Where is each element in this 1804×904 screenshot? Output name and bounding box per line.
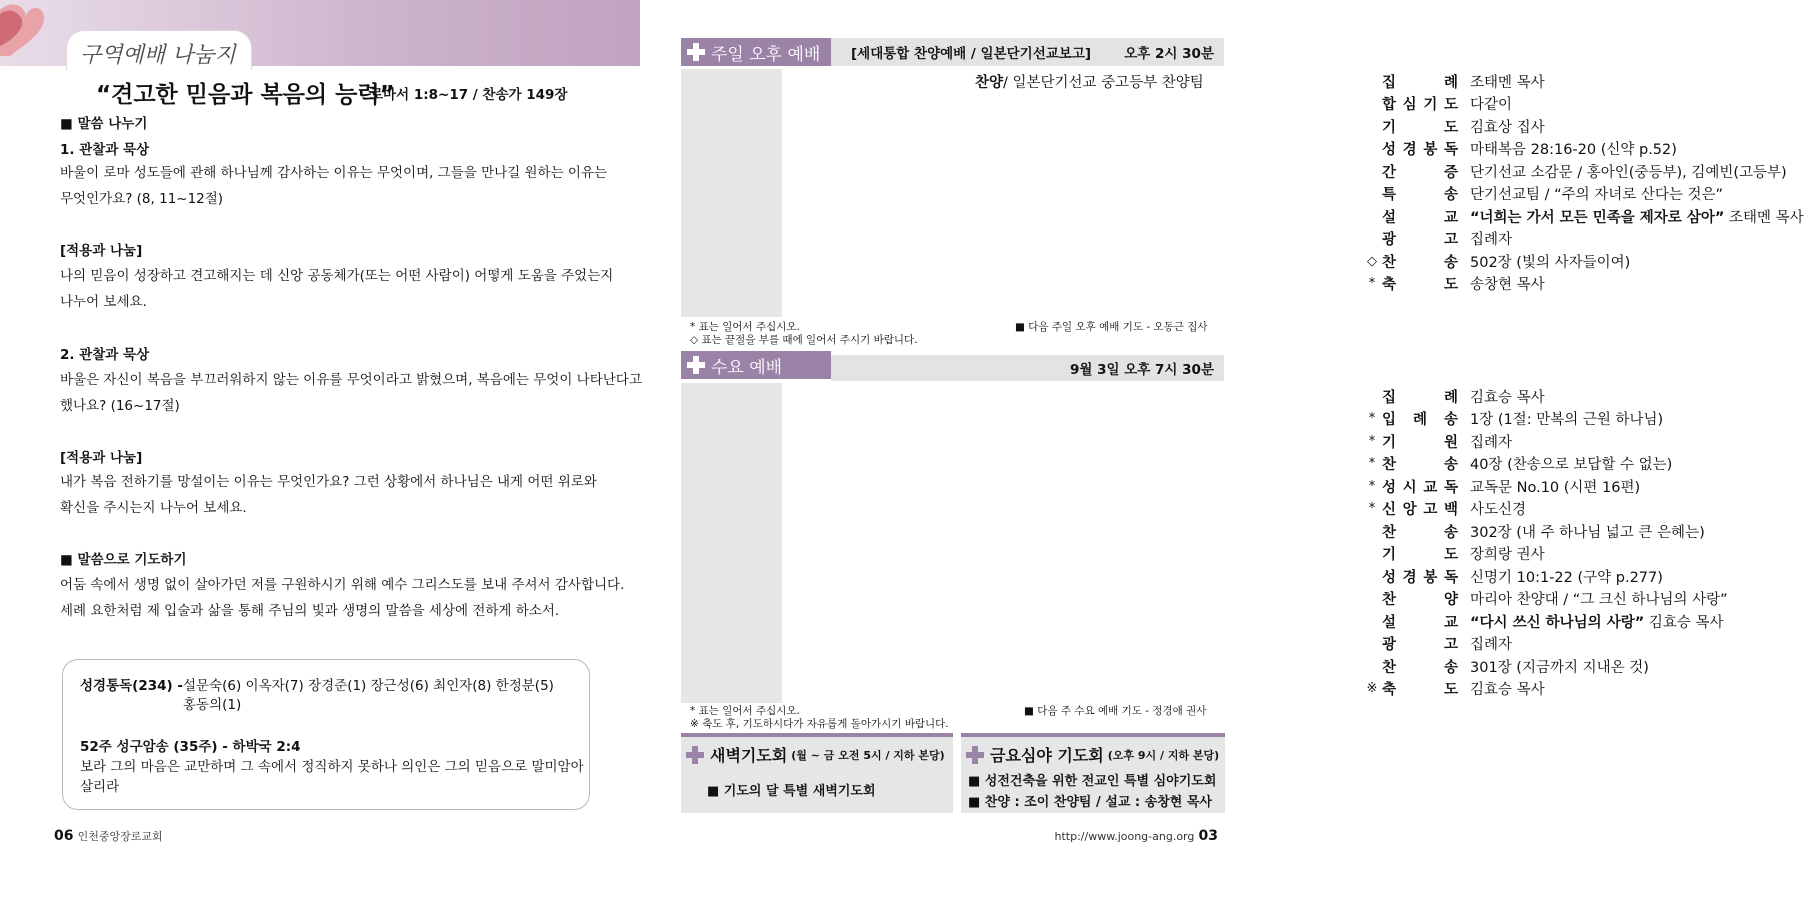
sharing-heading: ■ 말씀 나누기 xyxy=(60,116,148,132)
left-footer xyxy=(54,828,163,844)
order-row xyxy=(1362,475,1728,498)
dawn-line: ■ 기도의 달 특별 새벽기도회 xyxy=(707,784,876,799)
order-value xyxy=(1470,386,1545,407)
wednesday-note-1: * 표는 일어서 주십시오. xyxy=(690,705,800,717)
memory-line-1: 보라 그의 마음은 교만하며 그 속에서 정직하지 못하나 의인은 그의 믿음으로 말미암아 xyxy=(80,759,584,775)
sermon-title: “견고한 믿음과 복음의 능력” xyxy=(96,82,395,108)
order-label: 찬 송 xyxy=(1382,254,1458,271)
order-row xyxy=(1362,610,1728,633)
order-label: 간 증 xyxy=(1382,164,1458,181)
order-value xyxy=(1470,93,1512,114)
q1-heading: 1. 관찰과 묵상 xyxy=(60,142,150,158)
order-label: 성 경 봉 독 xyxy=(1382,569,1458,586)
sunday-subtitle-bar xyxy=(831,38,1224,66)
order-value-text: 송창현 목사 xyxy=(1470,277,1545,294)
a1-line-1: 나의 믿음이 성장하고 견고해지는 데 신앙 공동체가(또는 어떤 사람이) 어떻게 도움을 주었는지 xyxy=(60,268,614,284)
order-row xyxy=(1362,138,1804,161)
order-value xyxy=(1470,431,1512,452)
order-value-text: 302장 (내 주 하나님 넓고 큰 은혜는) xyxy=(1470,524,1705,541)
order-value-text: 마태복음 28:16-20 (신약 p.52) xyxy=(1470,142,1677,159)
cross-icon xyxy=(966,746,984,764)
order-label: 설 교 xyxy=(1382,209,1458,226)
order-value-text: 40장 (찬송으로 보답할 수 없는) xyxy=(1470,457,1673,474)
order-value xyxy=(1470,228,1512,249)
order-label: 기 도 xyxy=(1382,547,1458,564)
q1-line-2: 무엇인가요? (8, 11~12절) xyxy=(60,191,224,207)
order-value xyxy=(1470,566,1663,587)
section-title: 구역예배 나눔지 xyxy=(80,43,236,68)
order-value xyxy=(1470,408,1663,429)
order-mark: * xyxy=(1368,501,1376,517)
order-value-text: “너희는 가서 모든 민족을 제자로 삼아” xyxy=(1470,209,1725,226)
order-value-text: 단기선교 소감문 / 홍아인(중등부), 김예빈(고등부) xyxy=(1470,164,1787,181)
order-label: 찬 송 xyxy=(1382,524,1458,541)
order-label: 찬 송 xyxy=(1382,659,1458,676)
order-row xyxy=(1362,385,1728,408)
sunday-time: 오후 2시 30분 xyxy=(1124,46,1214,62)
order-mark: * xyxy=(1368,478,1376,494)
cross-icon xyxy=(687,43,705,61)
prayer-line-2: 세례 요한처럼 제 입술과 삶을 통해 주님의 빛과 생명의 말씀을 세상에 전하게 하소서. xyxy=(60,603,560,619)
heart-hands-image xyxy=(0,0,46,58)
order-value xyxy=(1470,138,1677,159)
left-page-number: 06 xyxy=(54,828,74,844)
order-row xyxy=(1362,115,1804,138)
friday-title xyxy=(966,743,1219,766)
order-row xyxy=(1362,655,1728,678)
scripture-reference: 로마서 1:8~17 / 찬송가 149장 xyxy=(370,87,568,103)
friday-title-text: 금요심야 기도회 xyxy=(990,746,1104,765)
order-value-text: 장희랑 권사 xyxy=(1470,547,1545,564)
friday-line-1: ■ 성전건축을 위한 전교인 특별 심야기도회 xyxy=(968,774,1217,789)
order-value-text: 조태멘 목사 xyxy=(1470,74,1545,91)
order-value xyxy=(1470,656,1649,677)
order-row xyxy=(1362,430,1728,453)
wednesday-next-prayer: ■ 다음 주 수요 예배 기도 - 정경애 권사 xyxy=(1024,705,1207,717)
order-value-text: “다시 쓰신 하나님의 사랑” xyxy=(1470,614,1645,631)
order-value-text: 김효승 목사 xyxy=(1470,389,1545,406)
order-value-text: 교독문 No.10 (시편 16편) xyxy=(1470,479,1641,496)
order-value xyxy=(1470,588,1728,609)
order-row xyxy=(1362,543,1728,566)
order-value xyxy=(1470,161,1787,182)
dawn-title xyxy=(686,743,945,766)
order-value-text: 집례자 xyxy=(1470,637,1513,654)
sunday-header xyxy=(681,38,831,66)
order-label: 광 고 xyxy=(1382,232,1458,249)
a2-line-2: 확신을 주시는지 나누어 보세요. xyxy=(60,500,247,516)
a2-heading: [적용과 나눔] xyxy=(60,450,143,466)
a1-heading: [적용과 나눔] xyxy=(60,243,143,259)
order-value xyxy=(1470,273,1545,294)
reading-names-1: 설문숙(6) 이옥자(7) 장경준(1) 장근성(6) 최인자(8) 한정분(5) xyxy=(183,678,554,694)
sunday-next-prayer: ■ 다음 주일 오후 예배 기도 - 오동근 집사 xyxy=(1015,321,1208,333)
order-value xyxy=(1470,498,1526,519)
order-row xyxy=(1362,498,1728,521)
q2-line-1: 바울은 자신이 복음을 부끄러워하지 않는 이유를 무엇이라고 밝혔으며, 복음에는 무엇이 나타난다고 xyxy=(60,372,642,388)
order-label: 특 송 xyxy=(1382,187,1458,204)
order-value xyxy=(1470,206,1804,227)
order-value xyxy=(1470,453,1672,474)
wednesday-header-label: 수요 예배 xyxy=(711,357,783,378)
order-label: 축 도 xyxy=(1382,277,1458,294)
dawn-title-text: 새벽기도회 xyxy=(710,746,788,765)
order-row xyxy=(1362,93,1804,116)
order-value-text: 집례자 xyxy=(1470,434,1513,451)
order-row xyxy=(1362,273,1804,296)
order-value xyxy=(1470,71,1545,92)
order-label: 성 시 교 독 xyxy=(1382,479,1458,496)
order-value xyxy=(1470,521,1705,542)
order-mark: * xyxy=(1368,411,1376,427)
a2-line-1: 내가 복음 전하기를 망설이는 이유는 무엇인가요? 그런 상황에서 하나님은 내게 어떤 위로와 xyxy=(60,474,597,490)
order-row xyxy=(1362,453,1728,476)
order-value-text: 김효승 목사 xyxy=(1470,682,1545,699)
order-label: 성 경 봉 독 xyxy=(1382,142,1458,159)
order-value-text: 1장 (1절: 만복의 근원 하나님) xyxy=(1470,412,1664,429)
order-label: 설 교 xyxy=(1382,614,1458,631)
praise-value: / 일본단기선교 중고등부 찬양팀 xyxy=(1003,74,1204,91)
order-value-text: 김효상 집사 xyxy=(1470,119,1545,136)
order-value-text: 마리아 찬양대 / “그 크신 하나님의 사랑” xyxy=(1470,592,1728,609)
sunday-header-label: 주일 오후 예배 xyxy=(711,44,821,65)
order-label: 찬 송 xyxy=(1382,457,1458,474)
website-url: http://www.joong-ang.org xyxy=(1054,830,1195,843)
order-value xyxy=(1470,543,1545,564)
order-mark: * xyxy=(1368,433,1376,449)
order-label: 기 원 xyxy=(1382,434,1458,451)
order-label: 기 도 xyxy=(1382,119,1458,136)
order-value xyxy=(1470,183,1723,204)
memory-line-2: 살리라 xyxy=(80,779,120,795)
praise-label: 찬양 xyxy=(975,74,1004,91)
memory-heading: 52주 성구암송 (35주) - 하박국 2:4 xyxy=(80,739,301,755)
order-mark: * xyxy=(1368,276,1376,292)
cross-icon xyxy=(687,356,705,374)
wednesday-time: 9월 3일 오후 7시 30분 xyxy=(1069,362,1214,378)
order-label: 찬 양 xyxy=(1382,592,1458,609)
order-row xyxy=(1362,408,1728,431)
reading-label: 성경통독(234) - xyxy=(80,678,183,694)
order-row xyxy=(1362,520,1728,543)
reading-names-2: 홍동의(1) xyxy=(183,697,242,713)
order-label: 합 심 기 도 xyxy=(1382,97,1458,114)
a1-line-2: 나누어 보세요. xyxy=(60,294,147,310)
order-label: 집 례 xyxy=(1382,389,1458,406)
order-value-suffix: 조태멘 목사 xyxy=(1724,209,1804,226)
cross-icon xyxy=(686,746,704,764)
order-row xyxy=(1362,250,1804,273)
sunday-praise xyxy=(975,70,1204,93)
order-label: 축 도 xyxy=(1382,682,1458,699)
church-name: 인천중앙장로교회 xyxy=(77,830,163,843)
order-row xyxy=(1362,565,1728,588)
sunday-order xyxy=(681,70,1804,295)
order-label: 집 례 xyxy=(1382,74,1458,91)
right-footer xyxy=(1055,828,1218,844)
order-row xyxy=(1362,588,1728,611)
wednesday-header xyxy=(681,351,831,379)
wednesday-note-2: ※ 축도 후, 기도하시다가 자유롭게 돌아가시기 바랍니다. xyxy=(690,718,949,730)
prayer-line-1: 어둠 속에서 생명 없이 살아가던 저를 구원하시기 위해 예수 그리스도를 보내 주셔서 감사합니다. xyxy=(60,577,625,593)
order-row xyxy=(1362,633,1728,656)
order-row xyxy=(1362,228,1804,251)
order-value xyxy=(1470,678,1545,699)
q1-line-1: 바울이 로마 성도들에 관해 하나님께 감사하는 이유는 무엇이며, 그들을 만나길 원하는 이유는 xyxy=(60,165,608,181)
order-row xyxy=(1362,70,1804,93)
order-row xyxy=(1362,205,1804,228)
dawn-sub: (월 ~ 금 오전 5시 / 지하 본당) xyxy=(791,748,945,762)
order-mark: ※ xyxy=(1366,681,1378,697)
order-label: 입 례 송 xyxy=(1382,412,1458,429)
wednesday-time-bar xyxy=(831,355,1224,381)
prayer-heading: ■ 말씀으로 기도하기 xyxy=(60,552,187,568)
order-mark: * xyxy=(1368,456,1376,472)
order-value-text: 502장 (빛의 사자들이여) xyxy=(1470,254,1631,271)
order-row xyxy=(1362,183,1804,206)
sunday-note-1: * 표는 일어서 주십시오. xyxy=(690,321,800,333)
order-value xyxy=(1470,476,1640,497)
sunday-subtitle: [세대통합 찬양예배 / 일본단기선교보고] xyxy=(851,46,1092,62)
order-value-text: 집례자 xyxy=(1470,232,1513,249)
friday-sub: (오후 9시 / 지하 본당) xyxy=(1107,748,1220,762)
q2-line-2: 했나요? (16~17절) xyxy=(60,398,180,414)
order-value xyxy=(1470,251,1630,272)
order-value xyxy=(1470,633,1512,654)
order-value xyxy=(1470,116,1545,137)
order-value-text: 사도신경 xyxy=(1470,502,1527,519)
order-mark: ◇ xyxy=(1367,253,1377,269)
order-row xyxy=(1362,678,1728,701)
order-value xyxy=(1470,611,1724,632)
order-value-suffix: 김효승 목사 xyxy=(1644,614,1724,631)
order-value-text: 신명기 10:1-22 (구약 p.277) xyxy=(1470,569,1663,586)
wednesday-order xyxy=(681,385,1728,700)
order-value-text: 단기선교팀 / “주의 자녀로 산다는 것은” xyxy=(1470,187,1724,204)
friday-line-2: ■ 찬양 : 조이 찬양팀 / 설교 : 송창현 목사 xyxy=(968,795,1212,810)
order-value-text: 301장 (지금까지 지내온 것) xyxy=(1470,659,1649,676)
q2-heading: 2. 관찰과 묵상 xyxy=(60,347,150,363)
right-page-number: 03 xyxy=(1198,828,1218,844)
order-row xyxy=(1362,160,1804,183)
order-label: 광 고 xyxy=(1382,637,1458,654)
sunday-note-2: ◇ 표는 끝절을 부를 때에 일어서 주시기 바랍니다. xyxy=(690,334,918,346)
order-label: 신 앙 고 백 xyxy=(1382,502,1458,519)
order-value-text: 다같이 xyxy=(1470,97,1513,114)
